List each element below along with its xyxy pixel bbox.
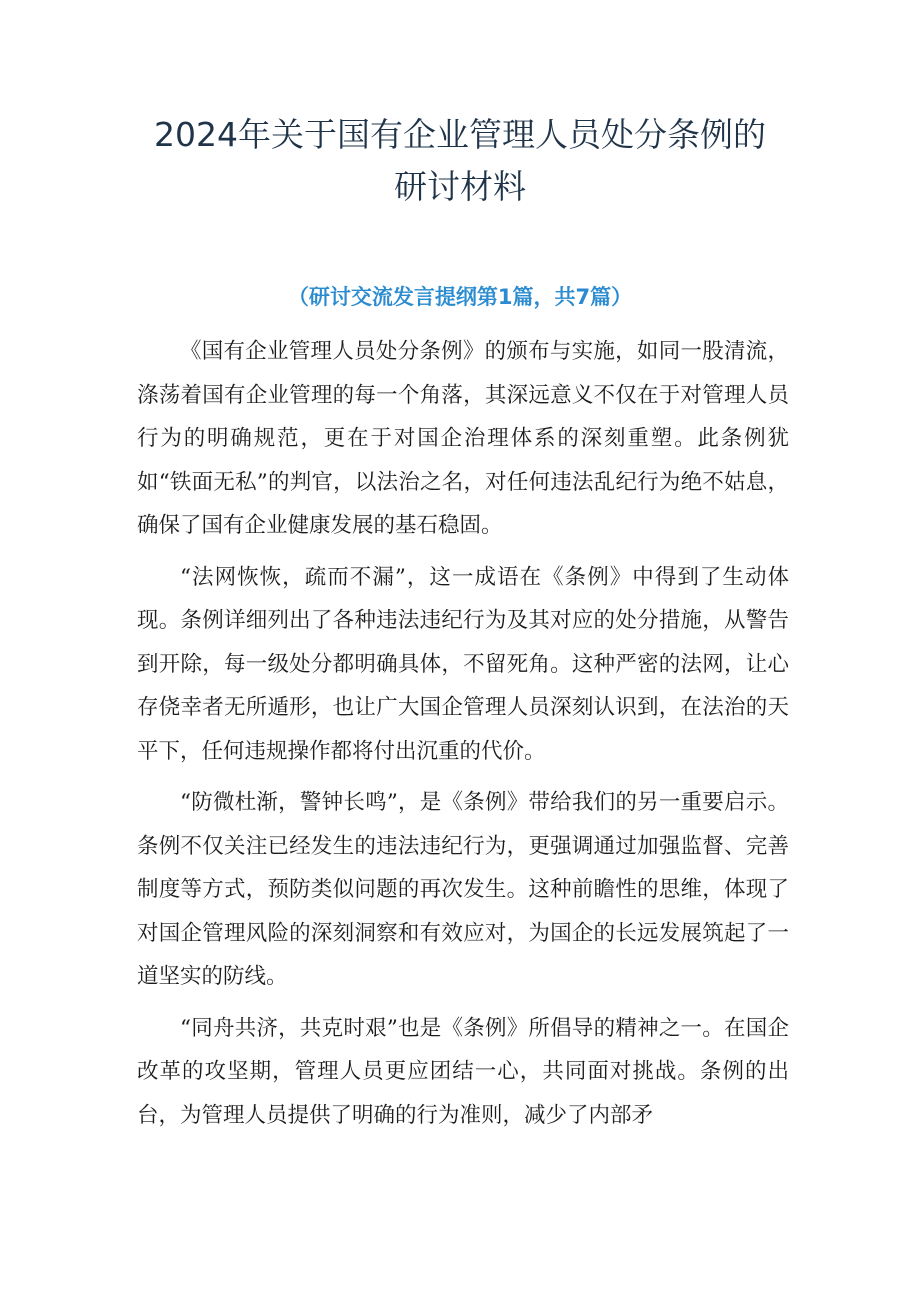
document-title-line-2: 研讨材料 (394, 167, 526, 206)
document-title-line-1: 2024年关于国有企业管理人员处分条例的 (154, 115, 766, 154)
document-subtitle: （研讨交流发言提纲第1篇，共7篇） (287, 285, 633, 309)
body-paragraph-4: “同舟共济，共克时艰”也是《条例》所倡导的精神之一。在国企改革的攻坚期，管理人员更应团结一心，共同面对挑战。条例的出台，为管理人员提供了明确的行为准则，减少了内部矛 (137, 1015, 789, 1128)
body-paragraph-2: “法网恢恢，疏而不漏”，这一成语在《条例》中得到了生动体现。条例详细列出了各种违法违纪行为及其对应的处分措施，从警告到开除，每一级处分都明确具体，不留死角。这种严密的法网，让心存侥幸者无所遁形，也让广大国企管理人员深刻认识到，在法治的天平下，任何违规操作都将付出沉重的代价。 (137, 564, 789, 764)
document-body (137, 330, 789, 1145)
body-paragraph-1: 《国有企业管理人员处分条例》的颁布与实施，如同一股清流，涤荡着国有企业管理的每一个角落，其深远意义不仅在于对管理人员行为的明确规范，更在于对国企治理体系的深刻重塑。此条例犹如“铁面无私”的判官，以法治之名，对任何违法乱纪行为绝不姑息，确保了国有企业健康发展的基石稳固。 (137, 339, 789, 538)
body-paragraph-3: “防微杜渐，警钟长鸣”，是《条例》带给我们的另一重要启示。条例不仅关注已经发生的违法违纪行为，更强调通过加强监督、完善制度等方式，预防类似问题的再次发生。这种前瞻性的思维，体现了对国企管理风险的深刻洞察和有效应对，为国企的长远发展筑起了一道坚实的防线。 (137, 790, 789, 989)
